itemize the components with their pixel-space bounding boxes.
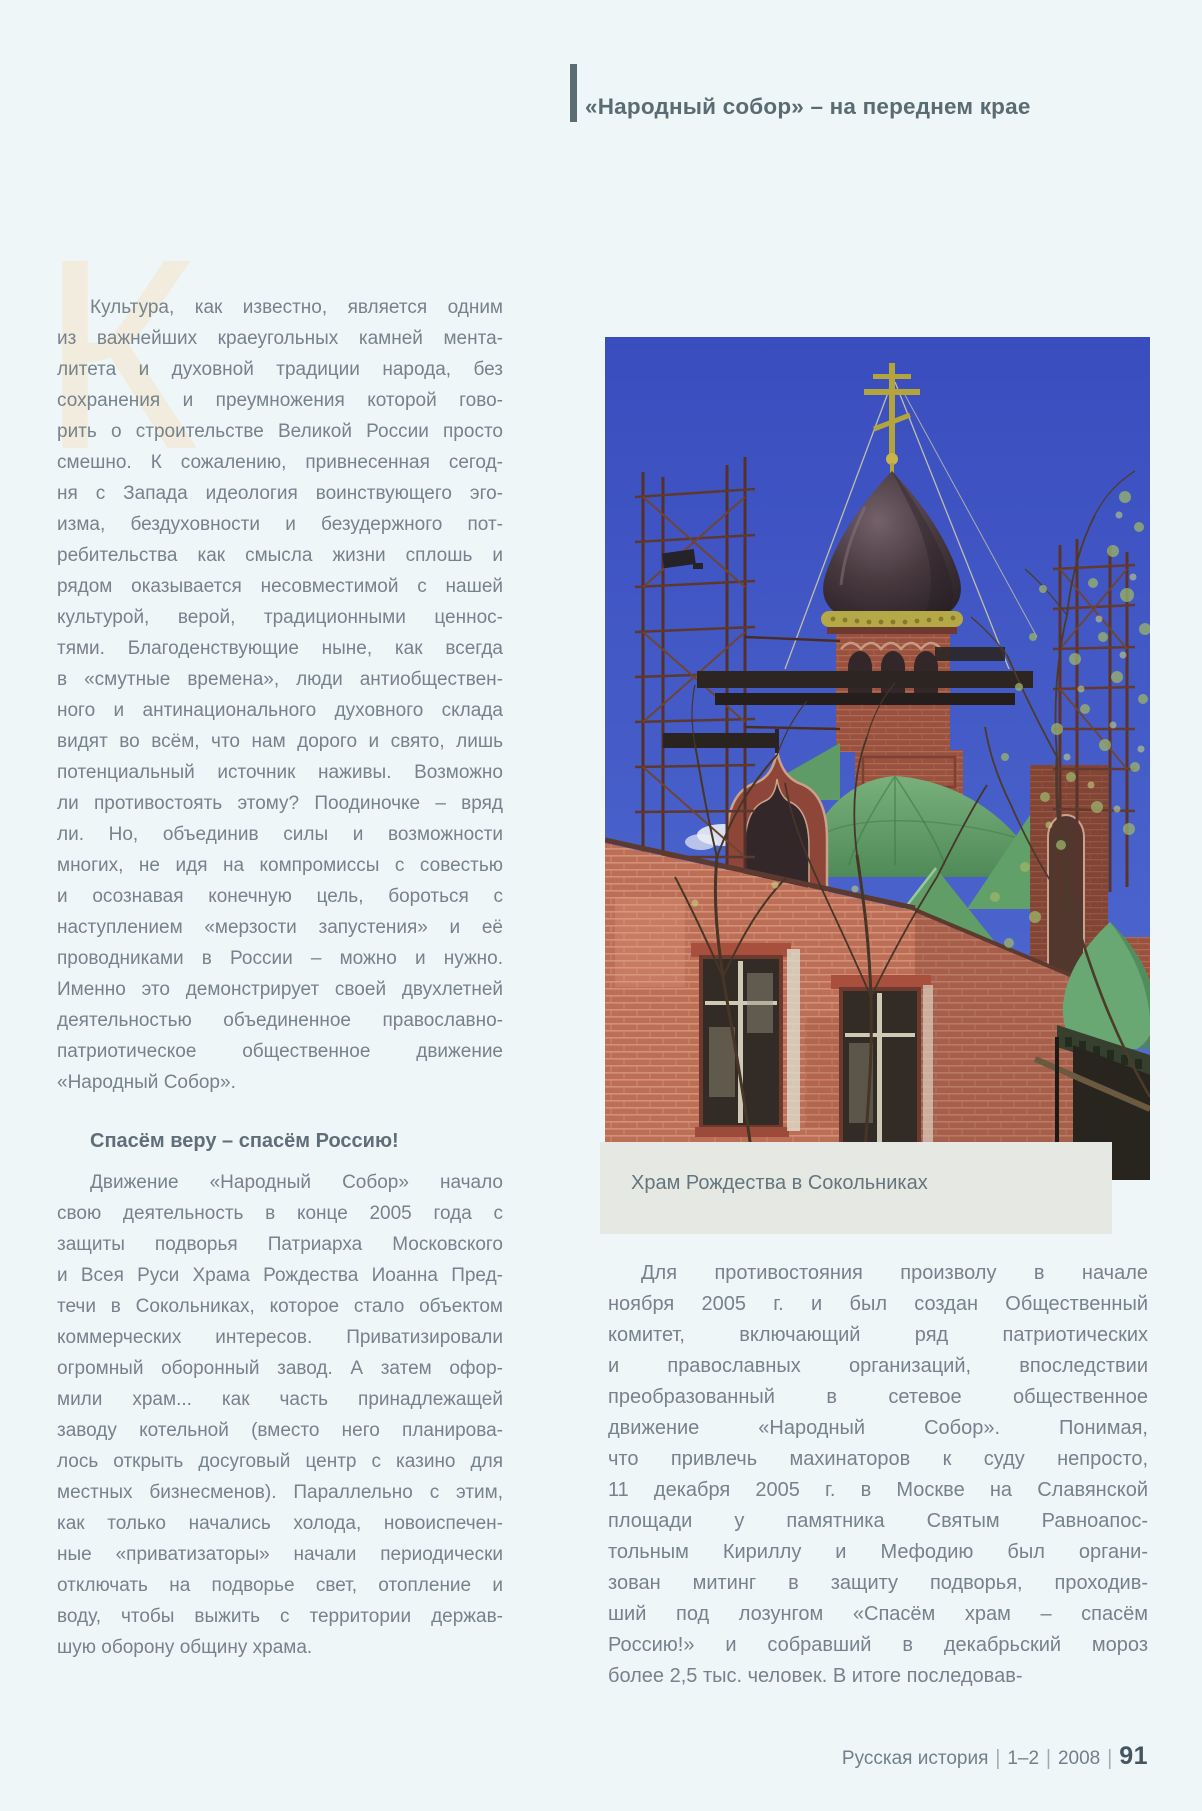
text-line: «Народный Собор». <box>57 1072 236 1093</box>
text-line: лось открыть досуговый центр с казино для <box>57 1451 503 1472</box>
text-line: ребительства как смысла жизни сплошь и <box>57 545 503 566</box>
text-line: литета и духовной традиции народа, без <box>57 359 503 380</box>
issue-number: 1–2 <box>1007 1748 1040 1769</box>
text-line: потенциальный источник наживы. Возможно <box>57 762 503 783</box>
text-line: ли. Но, объединив силы и возможности <box>57 824 503 845</box>
left-text-column <box>57 292 503 1663</box>
text-line: коммерческих интересов. Приватизировали <box>57 1327 503 1348</box>
church-photo <box>605 337 1150 1180</box>
text-line: деятельностью объединенное православно- <box>57 1010 503 1031</box>
text-line: воду, чтобы выжить с территории держав- <box>57 1606 503 1627</box>
text-line: рить о строительстве Великой России просто <box>57 421 503 442</box>
page-number: 91 <box>1119 1742 1148 1770</box>
year: 2008 <box>1057 1748 1101 1769</box>
text-line: видят во всём, что нам дорого и свято, лишь <box>57 731 503 752</box>
page-header <box>570 64 1031 122</box>
text-line: наступлением «мерзости запустения» и её <box>57 917 503 938</box>
article-rubric-title: «Народный собор» – на переднем крае <box>585 94 1031 119</box>
section-subheading: Спасём веру – спасём Россию! <box>90 1130 399 1152</box>
text-line: Именно это демонстрирует своей двухлетней <box>57 979 503 1000</box>
photo-caption-box <box>600 1142 1112 1234</box>
text-line: культурой, верой, традиционными ценнос- <box>57 607 503 628</box>
watermark-letter: К <box>40 202 189 506</box>
text-line: защиты подворья Патриарха Московского <box>57 1234 503 1255</box>
right-text-column <box>608 1258 1148 1692</box>
church-photo-illustration <box>605 337 1150 1180</box>
paragraph-1 <box>57 292 503 1098</box>
text-line: тями. Благоденствующие ныне, как всегда <box>57 638 503 659</box>
header-accent-bar <box>570 64 577 122</box>
text-line: ли противостоять этому? Поодиночке – вряд <box>57 793 503 814</box>
text-line: и осознавая конечную цель, бороться с <box>57 886 503 907</box>
text-line: Для противостояния произволу в начале <box>641 1262 1148 1284</box>
text-line: тольным Кириллу и Мефодию был органи- <box>608 1541 1148 1563</box>
text-line: отключать на подворье свет, отопление и <box>57 1575 503 1596</box>
text-line: мили храм... как часть принадлежащей <box>57 1389 503 1410</box>
text-line: смешно. К сожалению, привнесенная сегод- <box>57 452 503 473</box>
footer-separator: | <box>1107 1746 1113 1770</box>
text-line: 11 декабря 2005 г. в Москве на Славянской <box>608 1479 1148 1501</box>
text-line: преобразованный в сетевое общественное <box>608 1386 1148 1408</box>
text-line: патриотическое общественное движение <box>57 1041 503 1062</box>
text-line: как только начались холода, новоиспечен- <box>57 1513 503 1534</box>
page-footer <box>842 1742 1148 1771</box>
photo-caption: Храм Рождества в Сокольниках <box>631 1172 928 1194</box>
text-line: свою деятельность в конце 2005 года с <box>57 1203 503 1224</box>
text-line: многих, не идя на компромиссы с совестью <box>57 855 503 876</box>
text-line: движение «Народный Собор». Понимая, <box>608 1417 1148 1439</box>
paragraph-3 <box>608 1258 1148 1692</box>
text-line: площади у памятника Святым Равноапос- <box>608 1510 1148 1532</box>
text-line: ший под лозунгом «Спасём храм – спасём <box>608 1603 1148 1625</box>
text-line: что привлечь махинаторов к суду непросто, <box>608 1448 1148 1470</box>
text-line: шую оборону общину храма. <box>57 1637 313 1658</box>
footer-separator: | <box>1046 1746 1051 1770</box>
text-line: комитет, включающий ряд патриотических <box>608 1324 1148 1346</box>
text-line: изма, бездуховности и безудержного пот- <box>57 514 503 535</box>
text-line: проводниками в России – можно и нужно. <box>57 948 503 969</box>
text-line: течи в Сокольниках, которое стало объектом <box>57 1296 503 1317</box>
text-line: заводу котельной (вместо него планирова- <box>57 1420 503 1441</box>
text-line: ного и антинационального духовного склада <box>57 700 503 721</box>
text-line: сохранения и преумножения которой гово- <box>57 390 503 411</box>
text-line: Движение «Народный Собор» начало <box>90 1172 503 1193</box>
text-line: зован митинг в защиту подворья, проходив- <box>608 1572 1148 1594</box>
text-line: более 2,5 тыс. человек. В итоге последовав- <box>608 1665 1023 1687</box>
text-line: в «смутные времена», люди антиобществен- <box>57 669 503 690</box>
paragraph-2 <box>57 1167 503 1663</box>
text-line: рядом оказывается несовместимой с нашей <box>57 576 503 597</box>
text-line: из важнейших краеугольных камней мента- <box>57 328 503 349</box>
text-line: и Всея Руси Храма Рождества Иоанна Пред- <box>57 1265 503 1286</box>
text-line: Россию!» и собравший в декабрьский мороз <box>608 1634 1148 1656</box>
text-line: Культура, как известно, является одним <box>90 297 503 318</box>
text-line: ня с Запада идеология воинствующего эго- <box>57 483 503 504</box>
text-line: ноября 2005 г. и был создан Общественный <box>608 1293 1148 1315</box>
text-line: местных бизнесменов). Параллельно с этим, <box>57 1482 503 1503</box>
journal-name: Русская история <box>841 1748 989 1769</box>
footer-separator: | <box>995 1746 1001 1770</box>
text-line: ные «приватизаторы» начали периодически <box>57 1544 503 1565</box>
text-line: и православных организаций, впоследствии <box>608 1355 1148 1377</box>
text-line: огромный оборонный завод. А затем офор- <box>57 1358 503 1379</box>
